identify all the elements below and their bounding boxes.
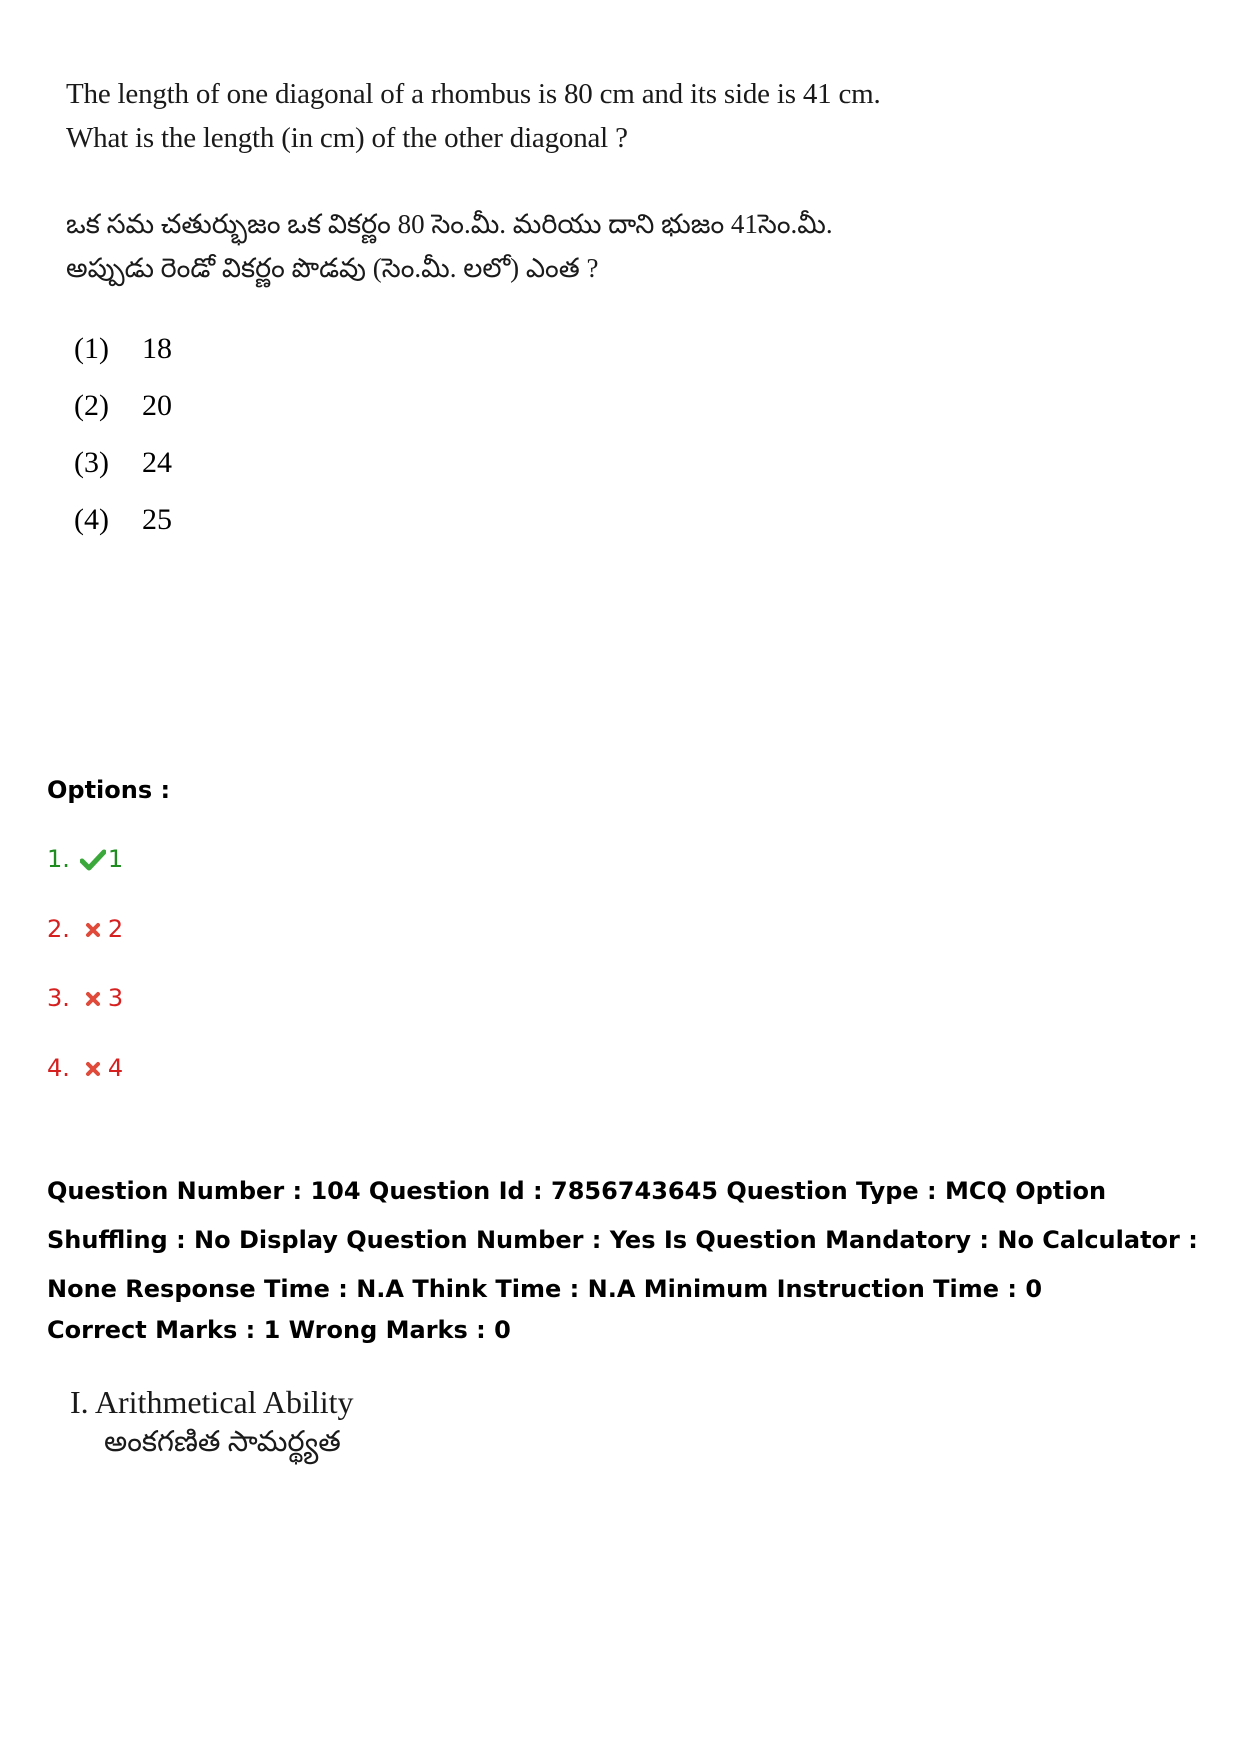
question-option-value: 25 xyxy=(142,502,172,536)
answer-index: 2. xyxy=(47,914,70,943)
cross-icon xyxy=(78,915,108,945)
answer-option-3 xyxy=(47,984,123,1054)
answer-label: 1 xyxy=(107,845,124,873)
question-option xyxy=(66,491,906,548)
section-heading xyxy=(70,1382,354,1462)
question-option-value: 24 xyxy=(142,445,172,479)
answer-label: 2 xyxy=(107,914,124,943)
question-option xyxy=(66,434,906,491)
question-option xyxy=(66,377,906,434)
question-option-number: (2) xyxy=(74,388,109,422)
cross-icon xyxy=(78,984,108,1014)
answer-option-4 xyxy=(47,1054,123,1124)
question-option-number: (3) xyxy=(74,445,109,479)
answer-index: 4. xyxy=(47,1053,70,1082)
answer-option-1 xyxy=(47,845,123,915)
question-option-number: (4) xyxy=(74,502,109,536)
question-option xyxy=(66,320,906,377)
check-icon xyxy=(78,845,108,875)
question-option-number: (1) xyxy=(74,331,109,365)
marks-info: Correct Marks : 1 Wrong Marks : 0 xyxy=(47,1316,511,1344)
answer-label: 4 xyxy=(107,1053,124,1082)
section-title-telugu: అంకగణిత సామర్థ్యత xyxy=(104,1426,341,1458)
section-title-english: I. Arithmetical Ability xyxy=(70,1384,354,1420)
answer-options-list xyxy=(47,845,123,1123)
answer-option-2 xyxy=(47,915,123,985)
answer-label: 3 xyxy=(107,984,124,1012)
cross-icon xyxy=(78,1054,108,1084)
question-image xyxy=(66,72,906,548)
answer-index: 1. xyxy=(47,845,70,873)
question-options xyxy=(66,320,906,548)
answer-index: 3. xyxy=(47,984,70,1012)
question-option-value: 18 xyxy=(142,331,172,365)
question-metadata: Question Number : 104 Question Id : 7856743645 Question Type : MCQ Option Shuffling : No Display Question Number : Yes Is Question Mandatory : No Calculator : None Response Time : N.A Think Time : N.A Minimum Instruction Time : 0 xyxy=(47,1177,1198,1303)
question-text-english: The length of one diagonal of a rhombus is 80 cm and its side is 41 cm. What is the length (in cm) of the other diagonal ? xyxy=(66,78,881,154)
options-heading: Options : xyxy=(47,776,171,804)
question-option-value: 20 xyxy=(142,388,172,422)
question-text-telugu: ఒక సమ చతుర్భుజం ఒక వికర్ణం 80 సెం.మీ. మరియు దాని భుజం 41సెం.మీ. అప్పుడు రెండో వికర్ణం పొడవు (సెం.మీ. లలో) ఎంత ? xyxy=(66,209,833,283)
